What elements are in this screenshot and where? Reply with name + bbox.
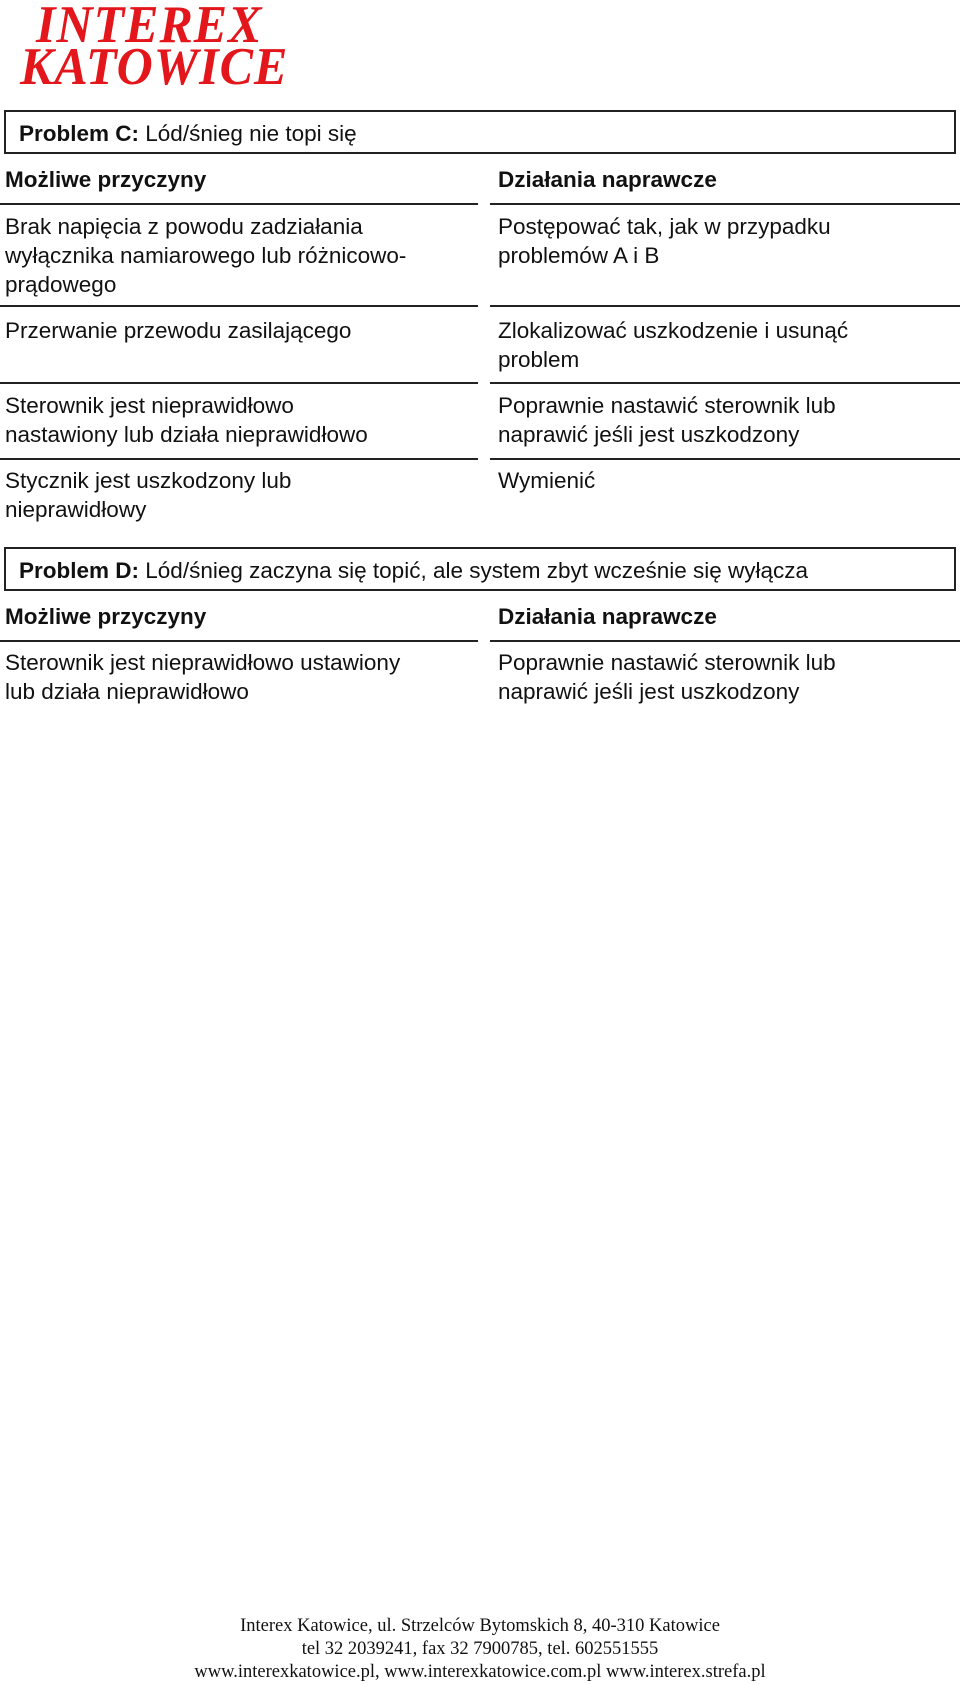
cause-line: nieprawidłowy bbox=[5, 497, 147, 522]
problem-c-row-rule-left bbox=[0, 382, 478, 384]
cause-line: Sterownik jest nieprawidłowo bbox=[5, 393, 294, 418]
action-line: problem bbox=[498, 347, 580, 372]
footer-phone: tel 32 2039241, fax 32 7900785, tel. 602551555 bbox=[301, 1639, 659, 1659]
cause-line: lub działa nieprawidłowo bbox=[5, 679, 249, 704]
problem-c-row-rule-left bbox=[0, 305, 478, 307]
logo-line-2: KATOWICE bbox=[20, 36, 289, 96]
action-line: naprawić jeśli jest uszkodzony bbox=[498, 422, 800, 447]
problem-c-cause-1 bbox=[5, 212, 406, 299]
problem-c-action-2 bbox=[498, 316, 848, 374]
problem-c-label: Problem C: bbox=[19, 121, 140, 146]
problem-d-label: Problem D: bbox=[19, 558, 140, 583]
problem-d-header-rule-left bbox=[0, 640, 478, 642]
problem-c-row-rule-right bbox=[490, 305, 960, 307]
company-logo bbox=[20, 0, 365, 96]
logo-line-1: INTEREX bbox=[36, 0, 263, 54]
problem-c-action-4 bbox=[498, 466, 595, 495]
cause-line: Brak napięcia z powodu zadziałania bbox=[5, 214, 363, 239]
problem-c-row-rule-right bbox=[490, 382, 960, 384]
problem-c-header-rule-left bbox=[0, 203, 478, 205]
footer-address: Interex Katowice, ul. Strzelców Bytomskich 8, 40-310 Katowice bbox=[240, 1616, 720, 1636]
cause-line: nastawiony lub działa nieprawidłowo bbox=[5, 422, 368, 447]
problem-d-causes-header: Możliwe przyczyny bbox=[5, 604, 207, 629]
action-line: Postępować tak, jak w przypadku bbox=[498, 214, 831, 239]
problem-c-cause-4 bbox=[5, 466, 291, 524]
problem-d-cause-1 bbox=[5, 648, 400, 706]
cause-line: wyłącznika namiarowego lub różnicowo- bbox=[5, 243, 407, 268]
problem-d-header-rule-right bbox=[490, 640, 960, 642]
action-line: Wymienić bbox=[498, 468, 596, 493]
problem-c-title: Lód/śnieg nie topi się bbox=[145, 121, 357, 146]
footer-websites: www.interexkatowice.pl, www.interexkatowice.com.pl www.interex.strefa.pl bbox=[194, 1662, 766, 1682]
action-line: Zlokalizować uszkodzenie i usunąć bbox=[498, 318, 849, 343]
page-footer bbox=[0, 1615, 960, 1684]
problem-c-cause-3 bbox=[5, 391, 368, 449]
cause-line: Stycznik jest uszkodzony lub bbox=[5, 468, 292, 493]
action-line: Poprawnie nastawić sterownik lub bbox=[498, 393, 836, 418]
cause-line: Przerwanie przewodu zasilającego bbox=[5, 318, 352, 343]
problem-d-heading bbox=[4, 547, 956, 591]
problem-c-heading bbox=[4, 110, 956, 154]
problem-c-actions-header: Działania naprawcze bbox=[498, 167, 717, 192]
problem-c-causes-header: Możliwe przyczyny bbox=[5, 167, 207, 192]
cause-line: Sterownik jest nieprawidłowo ustawiony bbox=[5, 650, 401, 675]
cause-line: prądowego bbox=[5, 272, 117, 297]
problem-c-action-1 bbox=[498, 212, 831, 270]
problem-c-header-rule-right bbox=[490, 203, 960, 205]
action-line: problemów A i B bbox=[498, 243, 660, 268]
problem-d-action-1 bbox=[498, 648, 836, 706]
problem-d-actions-header: Działania naprawcze bbox=[498, 604, 717, 629]
problem-d-title: Lód/śnieg zaczyna się topić, ale system zbyt wcześnie się wyłącza bbox=[145, 558, 809, 583]
problem-c-cause-2 bbox=[5, 316, 351, 345]
action-line: naprawić jeśli jest uszkodzony bbox=[498, 679, 800, 704]
action-line: Poprawnie nastawić sterownik lub bbox=[498, 650, 836, 675]
problem-c-row-rule-right bbox=[490, 458, 960, 460]
problem-c-action-3 bbox=[498, 391, 836, 449]
problem-c-row-rule-left bbox=[0, 458, 478, 460]
